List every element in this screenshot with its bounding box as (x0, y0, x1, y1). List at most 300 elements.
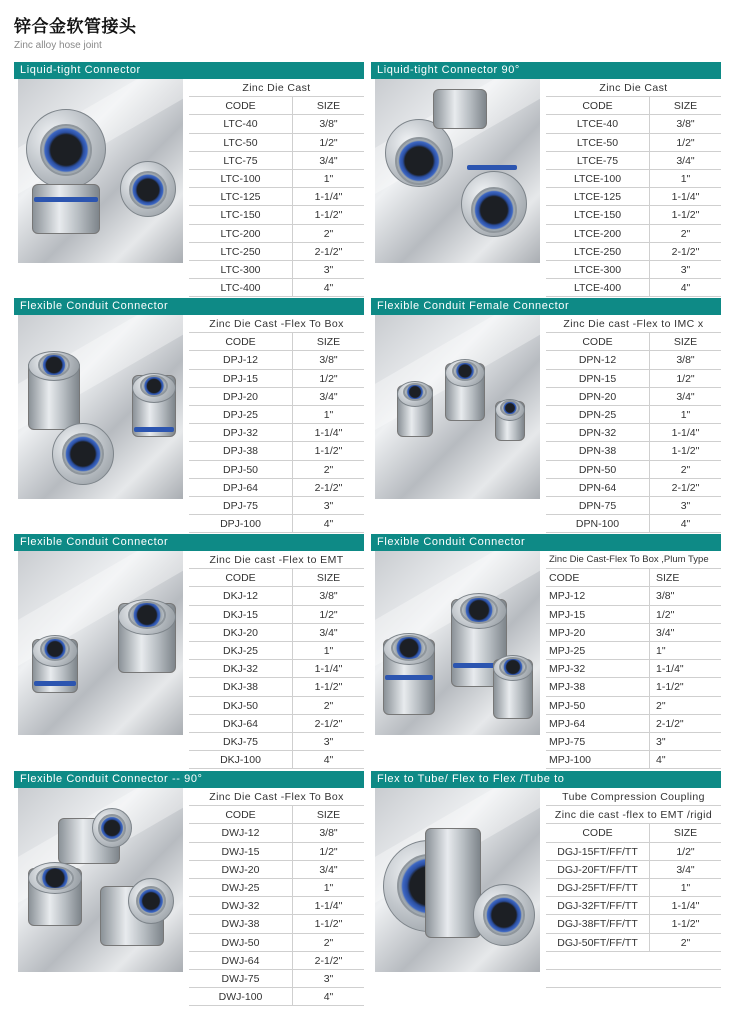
table-row (189, 843, 364, 861)
section-title-bar: Flexible Conduit Connector (371, 534, 721, 551)
table-caption: Zinc Die cast -Flex to EMT (189, 551, 364, 569)
code-cell: LTC-400 (189, 279, 293, 296)
code-cell: DGJ-32FT/FF/TT (546, 897, 650, 914)
code-cell: LTC-50 (189, 134, 293, 151)
page-subtitle: Zinc alloy hose joint (14, 40, 102, 51)
table-row (189, 861, 364, 879)
seal-ring-graphic (36, 866, 74, 890)
code-cell: DWJ-12 (189, 824, 293, 841)
seal-ring-graphic (62, 433, 104, 475)
table-row (189, 243, 364, 261)
section-title-bar: Flex to Tube/ Flex to Flex /Tube to (371, 771, 721, 788)
size-cell: 2" (323, 463, 334, 476)
code-cell: DPJ-12 (189, 351, 293, 368)
code-cell: DPN-12 (546, 351, 650, 368)
table-row (189, 442, 364, 460)
size-cell: 2" (656, 699, 666, 712)
code-cell: DPJ-50 (189, 461, 293, 478)
size-cell: 2" (323, 227, 334, 240)
table-row (546, 479, 721, 497)
code-cell: DWJ-75 (189, 970, 293, 987)
code-cell: MPJ-100 (546, 751, 650, 768)
table-row (546, 915, 721, 933)
section-title-bar: Flexible Conduit Connector (14, 298, 364, 315)
size-cell: 3/8" (319, 590, 338, 603)
size-cell: 4" (323, 282, 334, 295)
seal-ring-graphic (483, 894, 525, 936)
code-column-header: CODE (546, 569, 650, 586)
table-row (546, 497, 721, 515)
code-cell: DWJ-25 (189, 879, 293, 896)
size-cell: 1/2" (676, 372, 695, 385)
size-cell: 3" (656, 735, 666, 748)
code-cell: DPN-64 (546, 479, 650, 496)
seal-ring-graphic (499, 657, 527, 677)
table-row (546, 678, 721, 696)
seal-ring-graphic (40, 124, 92, 176)
code-cell: LTCE-125 (546, 188, 650, 205)
product-section (371, 771, 721, 1007)
code-cell: DKJ-20 (189, 624, 293, 641)
product-section (14, 298, 364, 534)
code-cell: DWJ-15 (189, 843, 293, 860)
size-cell: 3/4" (319, 390, 338, 403)
table-caption: Zinc Die cast -Flex to IMC x (546, 315, 721, 333)
product-photo (18, 315, 183, 499)
code-cell: DWJ-100 (189, 988, 293, 1005)
table-row (546, 261, 721, 279)
code-cell: DGJ-20FT/FF/TT (546, 861, 650, 878)
table-row (546, 424, 721, 442)
table-row (189, 170, 364, 188)
table-caption: Zinc Die Cast (546, 79, 721, 97)
code-cell: LTCE-75 (546, 152, 650, 169)
table-row (546, 733, 721, 751)
size-cell: 1/2" (676, 845, 695, 858)
code-cell: LTCE-100 (546, 170, 650, 187)
size-cell: 2" (680, 463, 691, 476)
size-cell: 2-1/2" (314, 717, 343, 730)
size-cell: 3" (323, 263, 334, 276)
table-row (546, 715, 721, 733)
size-cell: 1-1/2" (314, 209, 343, 222)
table-caption: Zinc Die Cast-Flex To Box ,Plum Type (546, 551, 721, 569)
table-row (189, 897, 364, 915)
table-row (546, 152, 721, 170)
size-cell: 1-1/4" (314, 191, 343, 204)
page-header (14, 12, 137, 51)
size-column-header: SIZE (673, 336, 698, 349)
seal-ring-graphic (500, 400, 520, 416)
connector-graphic (32, 184, 100, 234)
size-cell: 1/2" (656, 608, 675, 621)
size-cell: 1" (680, 172, 691, 185)
table-row (546, 279, 721, 297)
table-row (189, 678, 364, 696)
code-cell: DPJ-75 (189, 497, 293, 514)
code-column-header: CODE (546, 97, 650, 114)
spec-table (189, 788, 364, 1006)
size-cell: 2" (323, 699, 334, 712)
table-header-row (546, 824, 721, 842)
table-row (546, 879, 721, 897)
table-row (546, 206, 721, 224)
product-section (14, 62, 364, 298)
code-cell: MPJ-15 (546, 606, 650, 623)
spec-table (546, 551, 721, 769)
table-row (189, 824, 364, 842)
code-cell: LTC-250 (189, 243, 293, 260)
table-row (189, 115, 364, 133)
table-row (189, 915, 364, 933)
code-cell: DPJ-15 (189, 370, 293, 387)
size-column-header: SIZE (673, 827, 698, 840)
size-cell: 2" (680, 227, 691, 240)
size-cell: 1/2" (676, 136, 695, 149)
table-header-row (189, 806, 364, 824)
size-cell: 4" (680, 282, 691, 295)
size-cell: 3/4" (676, 390, 695, 403)
o-ring-graphic (467, 165, 517, 170)
code-cell: DPN-100 (546, 515, 650, 532)
table-header-row (546, 569, 721, 587)
table-row (546, 388, 721, 406)
table-row (189, 988, 364, 1006)
size-cell: 2" (323, 936, 334, 949)
code-cell: DKJ-15 (189, 606, 293, 623)
size-cell: 2-1/2" (314, 245, 343, 258)
section-title-bar: Liquid-tight Connector 90° (371, 62, 721, 79)
spec-table (546, 788, 721, 988)
product-section (14, 534, 364, 770)
seal-ring-graphic (40, 637, 70, 661)
code-cell: DPN-38 (546, 442, 650, 459)
table-row (189, 970, 364, 988)
size-cell: 3/8" (676, 354, 695, 367)
code-cell: LTCE-200 (546, 225, 650, 242)
size-cell: 1-1/4" (671, 191, 700, 204)
size-cell: 1-1/4" (314, 427, 343, 440)
code-column-header: CODE (189, 333, 293, 350)
size-cell: 3/4" (676, 863, 695, 876)
size-cell: 1-1/2" (671, 918, 700, 931)
size-cell: 1" (680, 881, 691, 894)
size-cell: 1-1/4" (671, 427, 700, 440)
table-row (189, 134, 364, 152)
size-cell: 3/4" (319, 154, 338, 167)
table-caption: Zinc Die Cast (189, 79, 364, 97)
table-header-row (546, 333, 721, 351)
code-cell: LTC-125 (189, 188, 293, 205)
o-ring-graphic (34, 197, 98, 202)
code-cell: LTCE-300 (546, 261, 650, 278)
product-photo (18, 788, 183, 972)
size-cell: 3/8" (319, 827, 338, 840)
seal-ring-graphic (38, 353, 70, 377)
code-cell: DKJ-100 (189, 751, 293, 768)
size-cell: 1-1/4" (671, 900, 700, 913)
table-row (189, 479, 364, 497)
table-header-row (189, 569, 364, 587)
code-cell: DWJ-50 (189, 934, 293, 951)
table-row (189, 952, 364, 970)
size-cell: 1-1/2" (656, 681, 684, 694)
code-cell: DKJ-25 (189, 642, 293, 659)
table-row (546, 897, 721, 915)
code-cell: MPJ-50 (546, 697, 650, 714)
o-ring-graphic (134, 427, 174, 432)
code-cell: DGJ-50FT/FF/TT (546, 934, 650, 951)
seal-ring-graphic (460, 596, 498, 624)
size-cell: 3" (680, 263, 691, 276)
size-cell: 2-1/2" (314, 481, 343, 494)
size-cell: 1/2" (319, 372, 338, 385)
size-cell: 4" (323, 518, 334, 531)
code-cell: DPJ-20 (189, 388, 293, 405)
table-caption: Tube Compression Coupling (546, 788, 721, 806)
size-cell: 3" (323, 972, 334, 985)
product-section (14, 771, 364, 1007)
table-row (546, 843, 721, 861)
product-section (371, 298, 721, 534)
table-row (546, 406, 721, 424)
size-cell: 3/8" (319, 118, 338, 131)
code-cell: MPJ-64 (546, 715, 650, 732)
size-cell: 3" (323, 499, 334, 512)
spec-table (189, 315, 364, 533)
size-column-header: SIZE (316, 336, 341, 349)
product-photo (375, 315, 540, 499)
o-ring-graphic (385, 675, 433, 680)
code-cell: DPJ-25 (189, 406, 293, 423)
seal-ring-graphic (391, 635, 427, 661)
code-cell: LTCE-40 (546, 115, 650, 132)
size-cell: 2-1/2" (656, 717, 684, 730)
table-row (189, 697, 364, 715)
section-title-bar: Flexible Conduit Connector -- 90° (14, 771, 364, 788)
product-photo (18, 551, 183, 735)
table-row (546, 642, 721, 660)
size-cell: 1-1/2" (314, 681, 343, 694)
table-row (546, 697, 721, 715)
code-cell: LTC-200 (189, 225, 293, 242)
code-column-header: CODE (189, 569, 293, 586)
table-caption: Zinc Die Cast -Flex To Box (189, 315, 364, 333)
seal-ring-graphic (395, 137, 443, 185)
code-cell: DPJ-38 (189, 442, 293, 459)
size-cell: 2-1/2" (671, 245, 700, 258)
code-cell: DPN-15 (546, 370, 650, 387)
table-row (546, 351, 721, 369)
code-cell: DPJ-100 (189, 515, 293, 532)
code-cell: MPJ-25 (546, 642, 650, 659)
code-cell: DGJ-38FT/FF/TT (546, 915, 650, 932)
product-photo (18, 79, 183, 263)
table-caption: Zinc die cast -flex to EMT /rigid (546, 806, 721, 824)
size-cell: 1-1/2" (314, 918, 343, 931)
code-cell: LTCE-50 (546, 134, 650, 151)
table-row (189, 424, 364, 442)
code-cell: DPN-25 (546, 406, 650, 423)
code-cell: DWJ-64 (189, 952, 293, 969)
table-row (546, 243, 721, 261)
code-cell: DKJ-38 (189, 678, 293, 695)
table-row (189, 934, 364, 952)
size-cell: 3/4" (656, 626, 675, 639)
table-row (189, 461, 364, 479)
size-cell: 1-1/2" (314, 445, 343, 458)
code-column-header: CODE (546, 824, 650, 841)
table-row (189, 261, 364, 279)
table-row (189, 715, 364, 733)
code-cell: LTC-150 (189, 206, 293, 223)
spec-table (546, 79, 721, 297)
page-title: 锌合金软管接头 (14, 17, 137, 37)
size-cell: 2-1/2" (314, 954, 343, 967)
table-row (546, 934, 721, 952)
seal-ring-graphic (471, 187, 517, 233)
table-row (189, 587, 364, 605)
table-row (189, 660, 364, 678)
code-cell: DKJ-50 (189, 697, 293, 714)
table-row (189, 152, 364, 170)
product-section (371, 62, 721, 298)
table-row (189, 879, 364, 897)
code-cell: LTCE-400 (546, 279, 650, 296)
table-row (546, 587, 721, 605)
size-cell: 4" (656, 754, 666, 767)
code-cell: DPN-20 (546, 388, 650, 405)
section-title-bar: Flexible Conduit Female Connector (371, 298, 721, 315)
spec-table (546, 315, 721, 533)
table-row (189, 279, 364, 297)
seal-ring-graphic (403, 383, 427, 401)
table-row (189, 406, 364, 424)
seal-ring-graphic (140, 375, 168, 397)
size-cell: 3/8" (319, 354, 338, 367)
size-cell: 3" (680, 499, 691, 512)
code-cell: DWJ-32 (189, 897, 293, 914)
product-photo (375, 551, 540, 735)
table-row (546, 861, 721, 879)
size-cell: 3/4" (676, 154, 695, 167)
code-cell: DPJ-32 (189, 424, 293, 441)
code-cell: DGJ-15FT/FF/TT (546, 843, 650, 860)
size-cell: 3/8" (676, 118, 695, 131)
table-row (546, 225, 721, 243)
size-cell: 1" (323, 408, 334, 421)
size-column-header: SIZE (656, 572, 680, 585)
code-cell: MPJ-32 (546, 660, 650, 677)
table-row (546, 515, 721, 533)
spec-table (189, 79, 364, 297)
size-cell: 1-1/4" (314, 900, 343, 913)
product-photo (375, 79, 540, 263)
table-row (189, 515, 364, 533)
size-cell: 1/2" (319, 608, 338, 621)
section-title-bar: Liquid-tight Connector (14, 62, 364, 79)
size-cell: 1-1/2" (671, 209, 700, 222)
size-cell: 3/8" (656, 590, 675, 603)
code-cell: DPN-75 (546, 497, 650, 514)
seal-ring-graphic (129, 171, 167, 209)
size-cell: 1/2" (319, 136, 338, 149)
size-cell: 1" (656, 644, 666, 657)
seal-ring-graphic (98, 814, 126, 842)
code-column-header: CODE (189, 97, 293, 114)
code-cell: DWJ-20 (189, 861, 293, 878)
table-row (189, 642, 364, 660)
code-cell: LTC-75 (189, 152, 293, 169)
code-cell: MPJ-20 (546, 624, 650, 641)
connector-graphic (433, 89, 487, 129)
code-cell: MPJ-12 (546, 587, 650, 604)
empty-table-row (546, 952, 721, 970)
table-row (546, 115, 721, 133)
table-row (546, 461, 721, 479)
code-cell: DKJ-75 (189, 733, 293, 750)
code-cell: DGJ-25FT/FF/TT (546, 879, 650, 896)
size-cell: 3/4" (319, 863, 338, 876)
table-header-row (546, 97, 721, 115)
table-caption: Zinc Die Cast -Flex To Box (189, 788, 364, 806)
table-row (189, 206, 364, 224)
empty-table-row (546, 970, 721, 988)
table-row (189, 225, 364, 243)
table-row (546, 751, 721, 769)
product-photo (375, 788, 540, 972)
table-row (546, 606, 721, 624)
size-cell: 1" (323, 881, 334, 894)
seal-ring-graphic (128, 601, 166, 629)
seal-ring-graphic (452, 361, 478, 381)
size-cell: 1" (323, 172, 334, 185)
seal-ring-graphic (136, 886, 166, 916)
table-row (189, 624, 364, 642)
table-row (189, 751, 364, 769)
code-cell: DWJ-38 (189, 915, 293, 932)
table-row (546, 624, 721, 642)
size-column-header: SIZE (673, 100, 698, 113)
code-cell: DKJ-32 (189, 660, 293, 677)
table-header-row (189, 333, 364, 351)
o-ring-graphic (34, 681, 76, 686)
table-row (189, 606, 364, 624)
table-row (546, 442, 721, 460)
code-column-header: CODE (189, 806, 293, 823)
table-row (546, 188, 721, 206)
code-cell: LTC-300 (189, 261, 293, 278)
size-cell: 4" (323, 991, 334, 1004)
size-cell: 1" (323, 644, 334, 657)
size-column-header: SIZE (316, 572, 341, 585)
code-column-header: CODE (546, 333, 650, 350)
connector-graphic (425, 828, 481, 938)
table-row (189, 351, 364, 369)
table-row (546, 170, 721, 188)
size-cell: 4" (680, 518, 691, 531)
table-row (189, 388, 364, 406)
size-column-header: SIZE (316, 100, 341, 113)
size-cell: 1" (680, 408, 691, 421)
table-row (189, 497, 364, 515)
section-title-bar: Flexible Conduit Connector (14, 534, 364, 551)
table-row (189, 733, 364, 751)
code-cell: DKJ-64 (189, 715, 293, 732)
code-cell: LTCE-250 (546, 243, 650, 260)
code-cell: DPJ-64 (189, 479, 293, 496)
code-cell: LTC-100 (189, 170, 293, 187)
